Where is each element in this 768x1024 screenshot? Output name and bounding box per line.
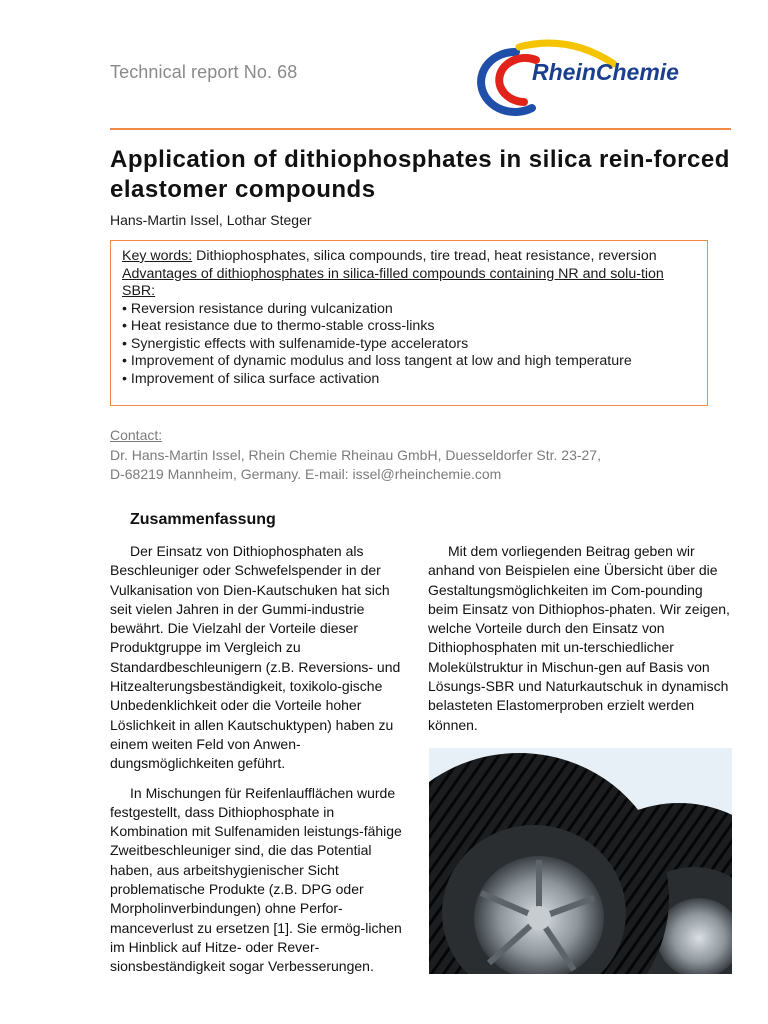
report-number: Technical report No. 68 [110,62,298,82]
contact-line-1: Dr. Hans-Martin Issel, Rhein Chemie Rheinau GmbH, Duesseldorfer Str. 23-27, [110,446,601,463]
summary-paragraph: Der Einsatz von Dithiophosphaten als Beschleuniger oder Schwefelspender in der Vulkanisation von Dien-Kautschuken hat sich seit vielen Jahren in der Gummi-industrie bewährt. Die Vielzahl der Vorteile dieser Produktgruppe im Vergleich zu Standardbeschleunigern (z.B. Reversions- und Hitzealterungsbeständigkeit, toxikolo-gische Unbedenklichkeit oder die Vorteile hoher Löslichkeit in allen Kautschuktypen) haben zu einem weiten Feld von Anwen-dungsmöglichkeiten geführt. [110,543,401,772]
advantages-heading: Advantages of dithiophosphates in silica-filled compounds containing NR and solu-tion SBR: [122,265,664,299]
summary-column-right [428,542,733,735]
header-divider [110,128,731,130]
summary-column-left [110,542,410,977]
advantages-list [122,301,696,389]
keywords-line [122,248,696,266]
advantage-item: • Improvement of dynamic modulus and loss tangent at low and high temperature [122,353,696,371]
authors: Hans-Martin Issel, Lothar Steger [110,212,312,228]
logo-text: RheinChemie [532,59,679,85]
keywords-label: Key words: [122,248,193,264]
article-title: Application of dithiophosphates in silica rein-forced elastomer compounds [110,146,730,203]
advantage-item: • Heat resistance due to thermo-stable cross-links [122,318,696,336]
logo-arc-red [499,58,536,102]
keywords-text: Dithiophosphates, silica compounds, tire tread, heat resistance, reversion [192,248,657,264]
summary-heading: Zusammenfassung [130,511,276,528]
keywords-box [110,240,708,406]
summary-paragraph: Mit dem vorliegenden Beitrag geben wir anhand von Beispielen eine Übersicht über die Gestaltungsmöglichkeiten im Com-pounding beim Einsatz von Dithiophos-phaten. Wir zeigen, welche Vorteile durch den Einsatz von Dithiophosphaten mit un-terschiedlicher Molekülstruktur in Mischun-gen auf Basis von Lösungs-SBR und Naturkautschuk in dynamisch belasteten Elastomerproben erzielt werden können. [428,543,730,733]
summary-paragraph: In Mischungen für Reifenlaufflächen wurde festgestellt, dass Dithiophosphate in Kombination mit Sulfenamiden leistungs-fähige Zweitbeschleuniger sind, die das Potential haben, aus arbeitshygienischer Sicht problematische Produkte (z.B. DPG oder Morpholinverbindungen) ohne Perfor-manceverlust zu ersetzen [1]. Sie ermög-lichen im Hinblick auf Hitze- oder Rever-sionsbeständigkeit sogar Verbesserungen. [110,784,402,975]
contact-line-2: D-68219 Mannheim, Germany. E-mail: issel@rheinchemie.com [110,466,502,482]
contact-block [110,426,730,485]
advantage-item: • Improvement of silica surface activation [122,371,696,389]
advantage-item: • Reversion resistance during vulcanization [122,301,696,319]
contact-label: Contact: [110,427,163,443]
tire-illustration [429,748,732,974]
tire-photo [429,748,732,974]
rheinchemie-logo [474,36,704,116]
advantage-item: • Synergistic effects with sulfenamide-type accelerators [122,336,696,354]
